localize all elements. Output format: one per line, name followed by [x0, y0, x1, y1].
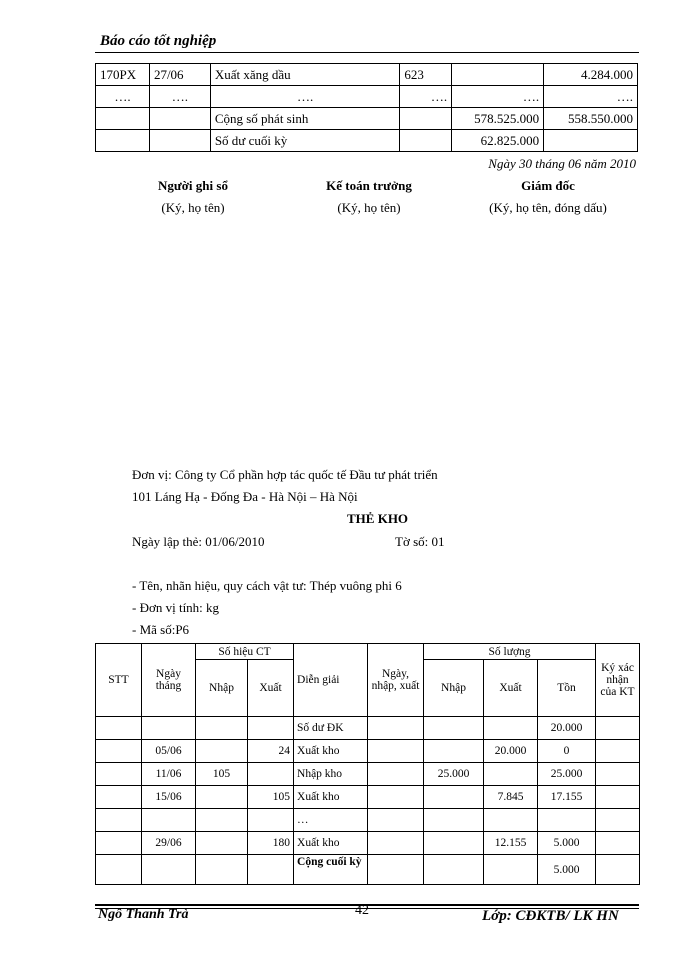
stock-cell: [424, 832, 484, 855]
stock-cell: 25.000: [538, 763, 596, 786]
stock-cell: [142, 717, 196, 740]
header-io-date: Ngày, nhập, xuất: [368, 644, 424, 717]
stock-cell: [596, 786, 640, 809]
stock-cell: [196, 717, 248, 740]
header-date: Ngày tháng: [142, 644, 196, 717]
stock-cell: 0: [538, 740, 596, 763]
card-title: THẺ KHO: [347, 511, 409, 526]
stock-cell: [96, 809, 142, 832]
stock-cell: 20.000: [538, 717, 596, 740]
stock-cell: 180: [248, 832, 294, 855]
stock-cell: [368, 786, 424, 809]
stock-cell: 29/06: [142, 832, 196, 855]
ledger-cell: Xuất xăng dầu: [210, 64, 400, 86]
stock-cell: [96, 717, 142, 740]
header-desc: Diễn giải: [294, 644, 368, 717]
stock-cell: [484, 763, 538, 786]
ledger-cell: 27/06: [149, 64, 210, 86]
stock-cell: [596, 809, 640, 832]
stock-cell: Xuất kho: [294, 740, 368, 763]
ledger-cell: [400, 108, 452, 130]
footer-author: Ngô Thanh Trà: [98, 907, 189, 922]
table-header-row: [96, 644, 640, 660]
header-qty-bal: Tồn: [538, 660, 596, 717]
stock-cell: [368, 832, 424, 855]
signature-bookkeeper: [93, 178, 293, 216]
table-row: [96, 740, 640, 763]
ledger-cell: [149, 108, 210, 130]
stock-cell: [248, 809, 294, 832]
stock-cell: 105: [248, 786, 294, 809]
ledger-cell: [544, 130, 638, 152]
stock-cell: 05/06: [142, 740, 196, 763]
ledger-cell: Cộng số phát sinh: [210, 108, 400, 130]
stock-cell: 25.000: [424, 763, 484, 786]
stock-cell: 12.155: [484, 832, 538, 855]
stock-cell: Nhập kho: [294, 763, 368, 786]
stock-cell: [196, 832, 248, 855]
table-row: [96, 832, 640, 855]
stock-cell: 5.000: [538, 855, 596, 885]
signature-role: Giám đốc: [521, 178, 575, 193]
stock-cell: 20.000: [484, 740, 538, 763]
header-doc-out: Xuất: [248, 660, 294, 717]
report-title: Báo cáo tốt nghiệp: [100, 33, 217, 49]
report-date: Ngày 30 tháng 06 năm 2010: [488, 156, 636, 171]
footer-class: Lớp: CĐKTB/ LK HN: [482, 908, 619, 924]
stock-cell: [248, 717, 294, 740]
card-code: - Mã số:P6: [132, 622, 190, 637]
stock-cell: 17.155: [538, 786, 596, 809]
stock-cell: 105: [196, 763, 248, 786]
ledger-cell: ….: [210, 86, 400, 108]
stock-cell: Số dư ĐK: [294, 717, 368, 740]
table-row: [96, 108, 638, 130]
card-unit-measure: - Đơn vị tính: kg: [132, 600, 220, 615]
ledger-cell: [400, 130, 452, 152]
stock-cell: 7.845: [484, 786, 538, 809]
stock-cell: Cộng cuối kỳ: [294, 855, 368, 885]
stock-cell: [196, 855, 248, 885]
ledger-cell: [96, 130, 150, 152]
card-sheet-no: Tờ số: 01: [395, 534, 445, 549]
stock-cell: [484, 809, 538, 832]
ledger-cell: Số dư cuối kỳ: [210, 130, 400, 152]
stock-cell: [596, 717, 640, 740]
page-number: 42: [355, 903, 369, 918]
ledger-cell: [452, 64, 544, 86]
stock-cell: [596, 740, 640, 763]
ledger-cell: [96, 108, 150, 130]
stock-cell: [96, 740, 142, 763]
ledger-cell: [149, 130, 210, 152]
stock-cell: [484, 855, 538, 885]
header-sign: Ký xác nhận của KT: [596, 644, 640, 717]
stock-cell: 24: [248, 740, 294, 763]
header-doc-group: Số hiệu CT: [196, 644, 294, 660]
stock-cell: [368, 809, 424, 832]
ledger-cell: 4.284.000: [544, 64, 638, 86]
ledger-cell: ….: [452, 86, 544, 108]
stock-cell: [96, 855, 142, 885]
header-stt: STT: [96, 644, 142, 717]
stock-cell: [596, 763, 640, 786]
stock-cell: [368, 717, 424, 740]
ledger-cell: ….: [96, 86, 150, 108]
stock-cell: [596, 832, 640, 855]
stock-cell: 11/06: [142, 763, 196, 786]
signature-chief-accountant: [269, 178, 469, 216]
stock-card-table: [95, 643, 640, 885]
stock-cell: …: [294, 809, 368, 832]
table-row: [96, 855, 640, 885]
stock-cell: [368, 740, 424, 763]
table-row: [96, 64, 638, 86]
ledger-cell: ….: [400, 86, 452, 108]
stock-cell: [196, 740, 248, 763]
signature-hint: (Ký, họ tên): [337, 200, 401, 215]
stock-cell: [96, 786, 142, 809]
card-address: 101 Láng Hạ - Đống Đa - Hà Nội – Hà Nội: [132, 489, 358, 504]
stock-cell: [424, 855, 484, 885]
stock-cell: 5.000: [538, 832, 596, 855]
stock-cell: [368, 763, 424, 786]
stock-cell: [142, 809, 196, 832]
stock-cell: Xuất kho: [294, 832, 368, 855]
stock-cell: [96, 832, 142, 855]
header-qty-in: Nhập: [424, 660, 484, 717]
ledger-cell: 62.825.000: [452, 130, 544, 152]
ledger-cell: 170PX: [96, 64, 150, 86]
stock-cell: [596, 855, 640, 885]
table-row: [96, 786, 640, 809]
header-qty-group: Số lượng: [424, 644, 596, 660]
signature-hint: (Ký, họ tên, đóng dấu): [489, 200, 607, 215]
stock-cell: [196, 809, 248, 832]
card-date-made: Ngày lập thẻ: 01/06/2010: [132, 534, 265, 549]
ledger-cell: 558.550.000: [544, 108, 638, 130]
table-row: [96, 763, 640, 786]
card-item-name: - Tên, nhãn hiệu, quy cách vật tư: Thép vuông phi 6: [132, 578, 402, 593]
stock-cell: Xuất kho: [294, 786, 368, 809]
signature-hint: (Ký, họ tên): [161, 200, 225, 215]
card-unit: Đơn vị: Công ty Cổ phần hợp tác quốc tế Đầu tư phát triển: [132, 467, 438, 482]
stock-cell: [484, 717, 538, 740]
ledger-cell: 623: [400, 64, 452, 86]
ledger-table: [95, 63, 638, 152]
signature-director: [448, 178, 648, 216]
stock-cell: [248, 855, 294, 885]
stock-cell: [424, 740, 484, 763]
signature-role: Người ghi sổ: [158, 178, 228, 193]
stock-cell: [142, 855, 196, 885]
signature-role: Kế toán trưởng: [326, 178, 412, 193]
ledger-cell: ….: [544, 86, 638, 108]
table-row: [96, 86, 638, 108]
table-row: [96, 717, 640, 740]
table-row: [96, 809, 640, 832]
stock-cell: [424, 786, 484, 809]
table-row: [96, 130, 638, 152]
header-doc-in: Nhập: [196, 660, 248, 717]
header-divider: [95, 52, 639, 53]
ledger-cell: 578.525.000: [452, 108, 544, 130]
header-qty-out: Xuất: [484, 660, 538, 717]
stock-cell: [538, 809, 596, 832]
stock-cell: [96, 763, 142, 786]
stock-cell: 15/06: [142, 786, 196, 809]
stock-cell: [424, 717, 484, 740]
stock-cell: [368, 855, 424, 885]
stock-cell: [248, 763, 294, 786]
ledger-cell: ….: [149, 86, 210, 108]
stock-cell: [196, 786, 248, 809]
stock-cell: [424, 809, 484, 832]
